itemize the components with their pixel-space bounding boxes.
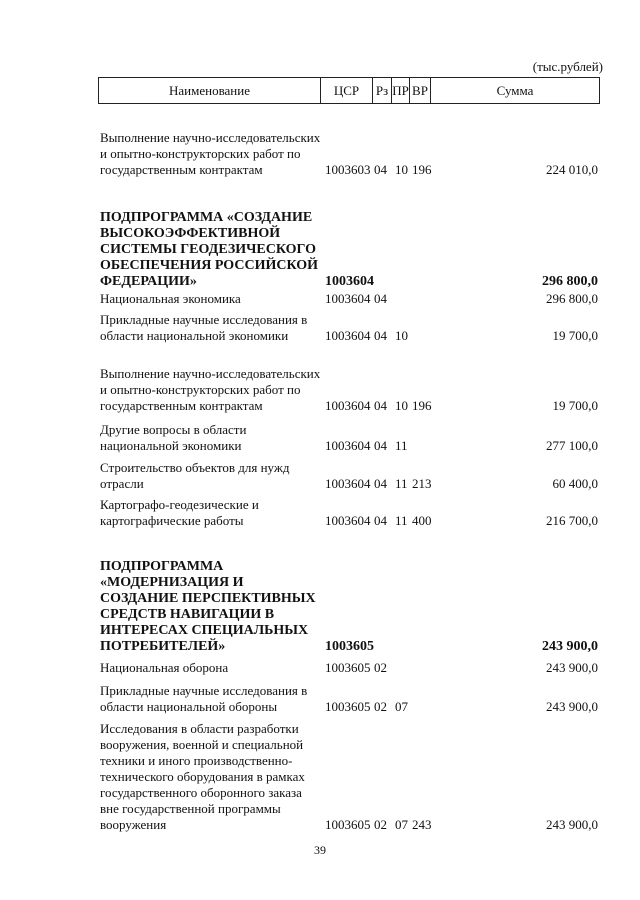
row-csr: 1003604 (325, 291, 371, 306)
row-rz: 04 (374, 438, 387, 453)
row-sum: 60 400,0 (552, 476, 598, 491)
row-name: Другие вопросы в области национальной экономики (100, 422, 247, 453)
row-sum: 296 800,0 (542, 274, 598, 289)
header-csr: ЦСР (321, 78, 373, 103)
row-sum: 243 900,0 (546, 817, 598, 832)
header-sum: Сумма (496, 83, 534, 98)
row-csr: 1003605 (325, 639, 374, 654)
table-row (100, 422, 598, 454)
row-vr: 243 (412, 817, 432, 832)
header-rz: Рз (373, 78, 392, 103)
row-csr: 1003604 (325, 328, 371, 343)
row-name: ПОДПРОГРАММА «СОЗДАНИЕ ВЫСОКОЭФФЕКТИВНОЙ СИСТЕМЫ ГЕОДЕЗИЧЕСКОГО ОБЕСПЕЧЕНИЯ РОССИЙСКОЙ ФЕДЕРАЦИИ» (100, 210, 319, 289)
row-pr: 10 (395, 162, 408, 177)
row-vr: 213 (412, 476, 432, 491)
header-pr: ПР (392, 78, 410, 103)
row-rz: 04 (374, 513, 387, 528)
table-row (100, 460, 598, 492)
row-name: Выполнение научно-исследовательских и опытно-конструкторских работ по государственным контрактам (100, 130, 321, 177)
row-pr: 10 (395, 398, 408, 413)
table-row (100, 110, 598, 178)
row-pr: 11 (395, 438, 408, 453)
row-csr: 1003604 (325, 513, 371, 528)
table-row (100, 497, 598, 529)
row-rz: 04 (374, 398, 387, 413)
row-name: Выполнение научно-исследовательских и опытно-конструкторских работ по государственным контрактам (100, 366, 321, 413)
header-vr: ВР (410, 78, 431, 103)
row-vr: 196 (412, 162, 432, 177)
row-name: ПОДПРОГРАММА «МОДЕРНИЗАЦИЯ И СОЗДАНИЕ ПЕРСПЕКТИВНЫХ СРЕДСТВ НАВИГАЦИИ В ИНТЕРЕСАХ СПЕЦИАЛЬНЫХ ПОТРЕБИТЕЛЕЙ» (100, 559, 316, 654)
row-sum: 19 700,0 (552, 398, 598, 413)
row-name: Исследования в области разработки вооружения, военной и специальной техники и иного производственно-технического оборудования в рамках государственного оборонного заказа вне государственной программы вооружения (100, 721, 305, 832)
header-name: Наименование (99, 78, 321, 103)
row-sum: 243 900,0 (542, 639, 598, 654)
row-name: Национальная экономика (100, 291, 241, 306)
row-name: Строительство объектов для нужд отрасли (100, 460, 290, 491)
row-name: Национальная оборона (100, 660, 229, 675)
table-header (98, 77, 600, 104)
row-rz: 02 (374, 699, 387, 714)
row-rz: 04 (374, 476, 387, 491)
row-rz: 02 (374, 660, 387, 675)
row-csr: 1003605 (325, 699, 371, 714)
table-row (100, 660, 598, 676)
row-csr: 1003604 (325, 438, 371, 453)
row-name: Прикладные научные исследования в области национальной экономики (100, 312, 308, 343)
row-rz: 04 (374, 162, 387, 177)
row-csr: 1003605 (325, 817, 371, 832)
row-rz: 04 (374, 328, 387, 343)
row-csr: 1003604 (325, 476, 371, 491)
row-rz: 02 (374, 817, 387, 832)
table-row-subprogram (100, 558, 598, 655)
table-row-subprogram (100, 206, 598, 290)
page-number: 39 (314, 843, 326, 857)
table-row (100, 350, 598, 414)
row-csr: 1003604 (325, 398, 371, 413)
table-row (100, 312, 598, 344)
row-csr: 1003605 (325, 660, 371, 675)
unit-label: (тыс.рублей) (532, 59, 603, 74)
row-csr: 1003603 (325, 162, 371, 177)
table-row (100, 291, 598, 307)
row-pr: 11 (395, 476, 408, 491)
row-pr: 07 (395, 817, 408, 832)
row-rz: 04 (374, 291, 387, 306)
row-vr: 196 (412, 398, 432, 413)
row-sum: 19 700,0 (552, 328, 598, 343)
row-sum: 243 900,0 (546, 660, 598, 675)
row-name: Прикладные научные исследования в области национальной обороны (100, 683, 308, 714)
row-sum: 216 700,0 (546, 513, 598, 528)
row-pr: 10 (395, 328, 408, 343)
table-row (100, 683, 598, 715)
row-name: Картографо-геодезические и картографические работы (100, 497, 259, 528)
table-row (100, 719, 598, 833)
row-sum: 224 010,0 (546, 162, 598, 177)
row-sum: 296 800,0 (546, 291, 598, 306)
row-pr: 07 (395, 699, 408, 714)
row-csr: 1003604 (325, 274, 374, 289)
row-sum: 243 900,0 (546, 699, 598, 714)
row-pr: 11 (395, 513, 408, 528)
row-sum: 277 100,0 (546, 438, 598, 453)
row-vr: 400 (412, 513, 432, 528)
